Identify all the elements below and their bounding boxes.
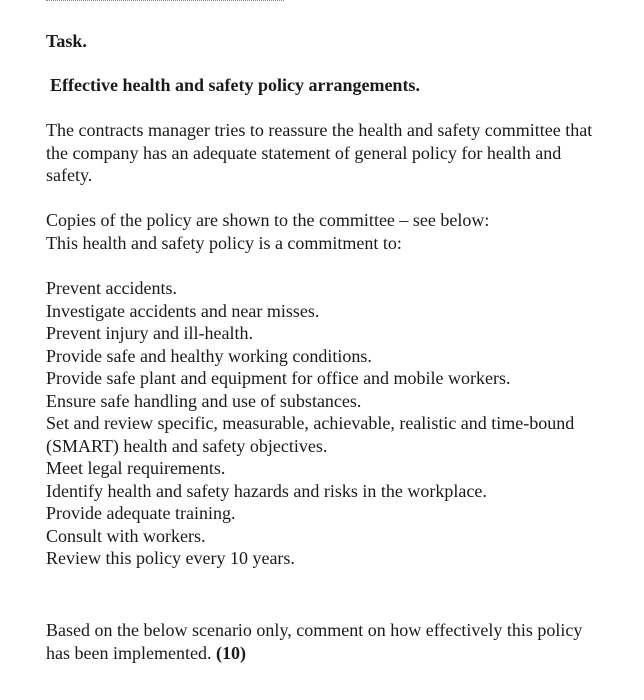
- section-heading: [50, 74, 420, 96]
- commitment-item: Set and review specific, measurable, achievable, realistic and time-bound: [46, 413, 575, 433]
- task-heading: Task.: [46, 31, 87, 51]
- copies-paragraph: [46, 209, 606, 254]
- commitment-item: Provide safe plant and equipment for office and mobile workers.: [46, 368, 511, 388]
- commitment-item: Meet legal requirements.: [46, 458, 226, 478]
- copies-line-2: This health and safety policy is a commitment to:: [46, 232, 402, 253]
- question-marks: (10): [215, 642, 246, 663]
- question-paragraph: [46, 619, 606, 664]
- top-dotted-rule: [46, 0, 284, 1]
- commitment-item: Provide safe and healthy working conditions.: [46, 345, 372, 366]
- commitment-item: Review this policy every 10 years.: [46, 548, 295, 568]
- commitment-item: Investigate accidents and near misses.: [46, 300, 320, 321]
- copies-line-1: Copies of the policy are shown to the committee – see below:: [46, 210, 490, 230]
- commitment-item: (SMART) health and safety objectives.: [46, 435, 328, 456]
- section-title: Effective health and safety policy arrangements: [50, 75, 416, 95]
- commitment-item: Provide adequate training.: [46, 503, 236, 523]
- intro-paragraph: The contracts manager tries to reassure the health and safety committee that the company has an adequate statement of general policy for health and safety.: [46, 120, 593, 185]
- commitment-item: Prevent accidents.: [46, 278, 177, 298]
- commitment-item: Consult with workers.: [46, 525, 206, 546]
- commitment-list: [46, 277, 606, 570]
- section-title-period: .: [415, 75, 420, 95]
- commitment-item: Ensure safe handling and use of substances.: [46, 390, 362, 411]
- commitment-item: Prevent injury and ill-health.: [46, 323, 253, 343]
- question-text: Based on the below scenario only, comment on how effectively this policy has been implemented.: [46, 620, 583, 663]
- commitment-item: Identify health and safety hazards and risks in the workplace.: [46, 480, 487, 501]
